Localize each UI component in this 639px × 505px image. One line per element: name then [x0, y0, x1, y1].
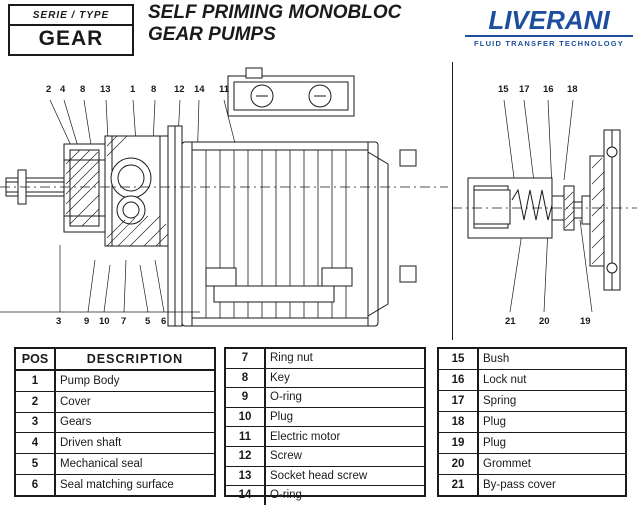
- callout-right-top-17: 17: [519, 84, 530, 95]
- row-desc: Driven shaft: [55, 433, 214, 454]
- row-pos: 3: [16, 412, 55, 433]
- row-desc: Plug: [478, 432, 625, 453]
- callout-left-bottom-3: 3: [56, 316, 62, 327]
- row-desc: O-ring: [270, 489, 302, 502]
- callout-left-top-2: 2: [46, 84, 52, 95]
- row-pos: 9: [226, 388, 265, 408]
- callout-right-bottom-20: 20: [539, 316, 550, 327]
- table-row: [226, 427, 424, 447]
- table-row: [16, 433, 214, 454]
- brand-logo: [465, 6, 633, 48]
- table-row: [439, 369, 625, 390]
- row-pos: 16: [439, 369, 478, 390]
- table-row: [226, 407, 424, 427]
- row-desc: Socket head screw: [265, 466, 424, 486]
- page-title: [148, 2, 448, 46]
- page-title-line1: SELF PRIMING MONOBLOC: [148, 2, 402, 23]
- brand-name: LIVERANI: [488, 5, 610, 35]
- table-row: [439, 474, 625, 495]
- serie-type-label-row: [10, 6, 132, 26]
- header-pos: POS: [16, 349, 55, 370]
- header: [0, 0, 639, 60]
- bypass-valve-detail-drawing: [452, 60, 639, 345]
- row-pos: 18: [439, 411, 478, 432]
- row-pos: 4: [16, 433, 55, 454]
- table-row: [439, 453, 625, 474]
- table-row: [16, 370, 214, 391]
- callout-right-bottom-21: 21: [505, 316, 516, 327]
- row-pos: 21: [439, 474, 478, 495]
- table-row: [439, 349, 625, 369]
- parts-legend: [0, 345, 639, 500]
- pump-cross-section-drawing: [0, 60, 452, 345]
- row-pos: 20: [439, 453, 478, 474]
- parts-table-right: [437, 347, 627, 497]
- row-pos: 12: [226, 446, 265, 466]
- row-pos: 15: [439, 349, 478, 369]
- row-pos: 7: [226, 349, 265, 368]
- callout-left-bottom-10: 10: [99, 316, 110, 327]
- row-pos: 8: [226, 368, 265, 388]
- table-row: [226, 486, 424, 505]
- technical-drawings: [0, 60, 639, 345]
- row-desc: Screw: [265, 446, 424, 466]
- header-description: DESCRIPTION: [55, 349, 214, 370]
- callout-left-top-8b: 8: [151, 84, 157, 95]
- row-pos: 13: [226, 466, 265, 486]
- row-pos: 6: [16, 475, 55, 495]
- serie-type-label: SERIE / TYPE: [32, 9, 110, 21]
- row-desc: Plug: [265, 407, 424, 427]
- callout-left-top-12: 12: [174, 84, 185, 95]
- row-pos: 5: [16, 454, 55, 475]
- callout-right-top-18: 18: [567, 84, 578, 95]
- row-pos: 14: [226, 486, 265, 505]
- row-desc: Plug: [478, 411, 625, 432]
- row-pos: 17: [439, 390, 478, 411]
- row-pos: 10: [226, 407, 265, 427]
- table-row: [439, 432, 625, 453]
- serie-type-value: GEAR: [38, 27, 104, 50]
- callout-right-top-15: 15: [498, 84, 509, 95]
- table-row: [226, 446, 424, 466]
- row-desc: Ring nut: [265, 349, 424, 368]
- callout-left-top-4: 4: [60, 84, 66, 95]
- row-desc: Bush: [478, 349, 625, 369]
- row-pos: 2: [16, 391, 55, 412]
- callout-left-top-1: 1: [130, 84, 136, 95]
- callout-left-top-14: 14: [194, 84, 205, 95]
- table-row: [226, 368, 424, 388]
- table-row: [16, 391, 214, 412]
- row-desc: Key: [265, 368, 424, 388]
- page-title-line2: GEAR PUMPS: [148, 24, 276, 45]
- table-row: [16, 412, 214, 433]
- row-desc: Seal matching surface: [60, 479, 174, 492]
- row-desc: Lock nut: [478, 369, 625, 390]
- row-pos: 11: [226, 427, 265, 447]
- row-pos: 19: [439, 432, 478, 453]
- callout-left-bottom-7: 7: [121, 316, 127, 327]
- table-row: [226, 466, 424, 486]
- brand-rule: [465, 35, 633, 37]
- serie-type-value-row: [10, 26, 132, 52]
- callout-left-bottom-9: 9: [84, 316, 90, 327]
- row-desc: Grommet: [478, 453, 625, 474]
- row-desc: Spring: [478, 390, 625, 411]
- callout-right-top-16: 16: [543, 84, 554, 95]
- callout-left-bottom-6: 6: [161, 316, 167, 327]
- callout-left-top-13: 13: [100, 84, 111, 95]
- row-desc: Electric motor: [265, 427, 424, 447]
- row-desc: Pump Body: [55, 370, 214, 391]
- row-desc: O-ring: [265, 388, 424, 408]
- row-desc: By-pass cover: [483, 478, 556, 491]
- callout-right-bottom-19: 19: [580, 316, 591, 327]
- table-row: [16, 454, 214, 475]
- table-row: [439, 390, 625, 411]
- row-desc: Gears: [55, 412, 214, 433]
- table-row: [226, 388, 424, 408]
- drawing-divider: [452, 62, 453, 340]
- table-header-row: [16, 349, 214, 370]
- parts-table-middle: [224, 347, 426, 502]
- row-pos: 1: [16, 370, 55, 391]
- callout-left-bottom-5: 5: [145, 316, 151, 327]
- table-row: [226, 349, 424, 368]
- serie-type-box: [8, 4, 134, 56]
- callout-left-top-11: 11: [219, 84, 230, 95]
- table-row: [439, 411, 625, 432]
- parts-table-left: [14, 347, 216, 497]
- row-desc: Mechanical seal: [55, 454, 214, 475]
- brand-tagline: FLUID TRANSFER TECHNOLOGY: [474, 39, 624, 48]
- row-desc: Cover: [55, 391, 214, 412]
- callout-left-top-8: 8: [80, 84, 86, 95]
- table-row: [16, 475, 214, 495]
